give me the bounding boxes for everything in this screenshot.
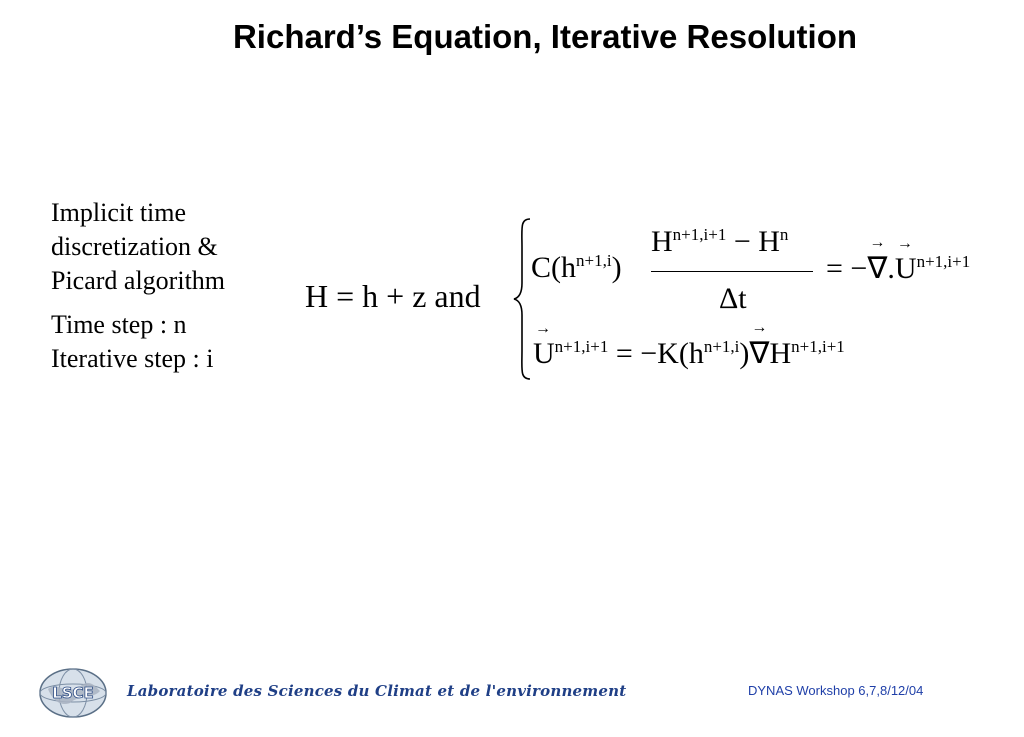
row2-sup3: n+1,i+1	[791, 337, 845, 356]
system-row1-right	[826, 251, 970, 286]
lab-name: Laboratoire des Sciences du Climat et de l'environnement	[127, 682, 627, 700]
text-line: Implicit time	[51, 198, 187, 227]
equation-main: H = h + z and	[305, 278, 481, 314]
row2-close: )	[739, 337, 750, 370]
slide-title: Richard’s Equation, Iterative Resolution	[232, 18, 858, 55]
row1-close: )	[611, 251, 622, 284]
row1-sup: n+1,i	[576, 251, 612, 270]
dot: .	[887, 252, 895, 285]
U-vector: → U	[533, 337, 555, 371]
lsce-globe-logo	[38, 667, 108, 719]
system-brace	[512, 218, 532, 380]
num-sup2: n	[779, 225, 789, 244]
U-vector: → U	[895, 252, 917, 286]
text-line: Picard algorithm	[51, 266, 226, 295]
left-text-block	[51, 196, 225, 376]
system-row1-left	[531, 251, 622, 285]
row1-right-sup: n+1,i+1	[916, 252, 971, 271]
fraction-line	[651, 271, 813, 272]
nabla-vector: → ∇	[867, 251, 887, 286]
row2-sup2: n+1,i	[703, 337, 740, 356]
text-line: discretization &	[51, 232, 218, 261]
text-line: Time step : n	[51, 310, 187, 339]
num-sup1: n+1,i+1	[672, 225, 727, 244]
row1-eq: = −	[826, 252, 868, 285]
workshop-label: DYNAS Workshop 6,7,8/12/04	[748, 683, 924, 698]
row2-eq: = −K(h	[608, 337, 704, 370]
nabla-vector: → ∇	[749, 336, 769, 371]
fraction-denominator: Δt	[719, 282, 747, 315]
svg-text:LSCE: LSCE	[52, 684, 94, 702]
row1-C: C(h	[531, 251, 576, 284]
row2-sup1: n+1,i+1	[554, 337, 609, 356]
row2-H: H	[769, 337, 792, 370]
num-minus-H: − H	[726, 225, 780, 258]
fraction-numerator	[651, 225, 788, 259]
text-line: Iterative step : i	[51, 344, 214, 373]
num-H: H	[651, 225, 673, 258]
system-row2	[533, 336, 845, 371]
